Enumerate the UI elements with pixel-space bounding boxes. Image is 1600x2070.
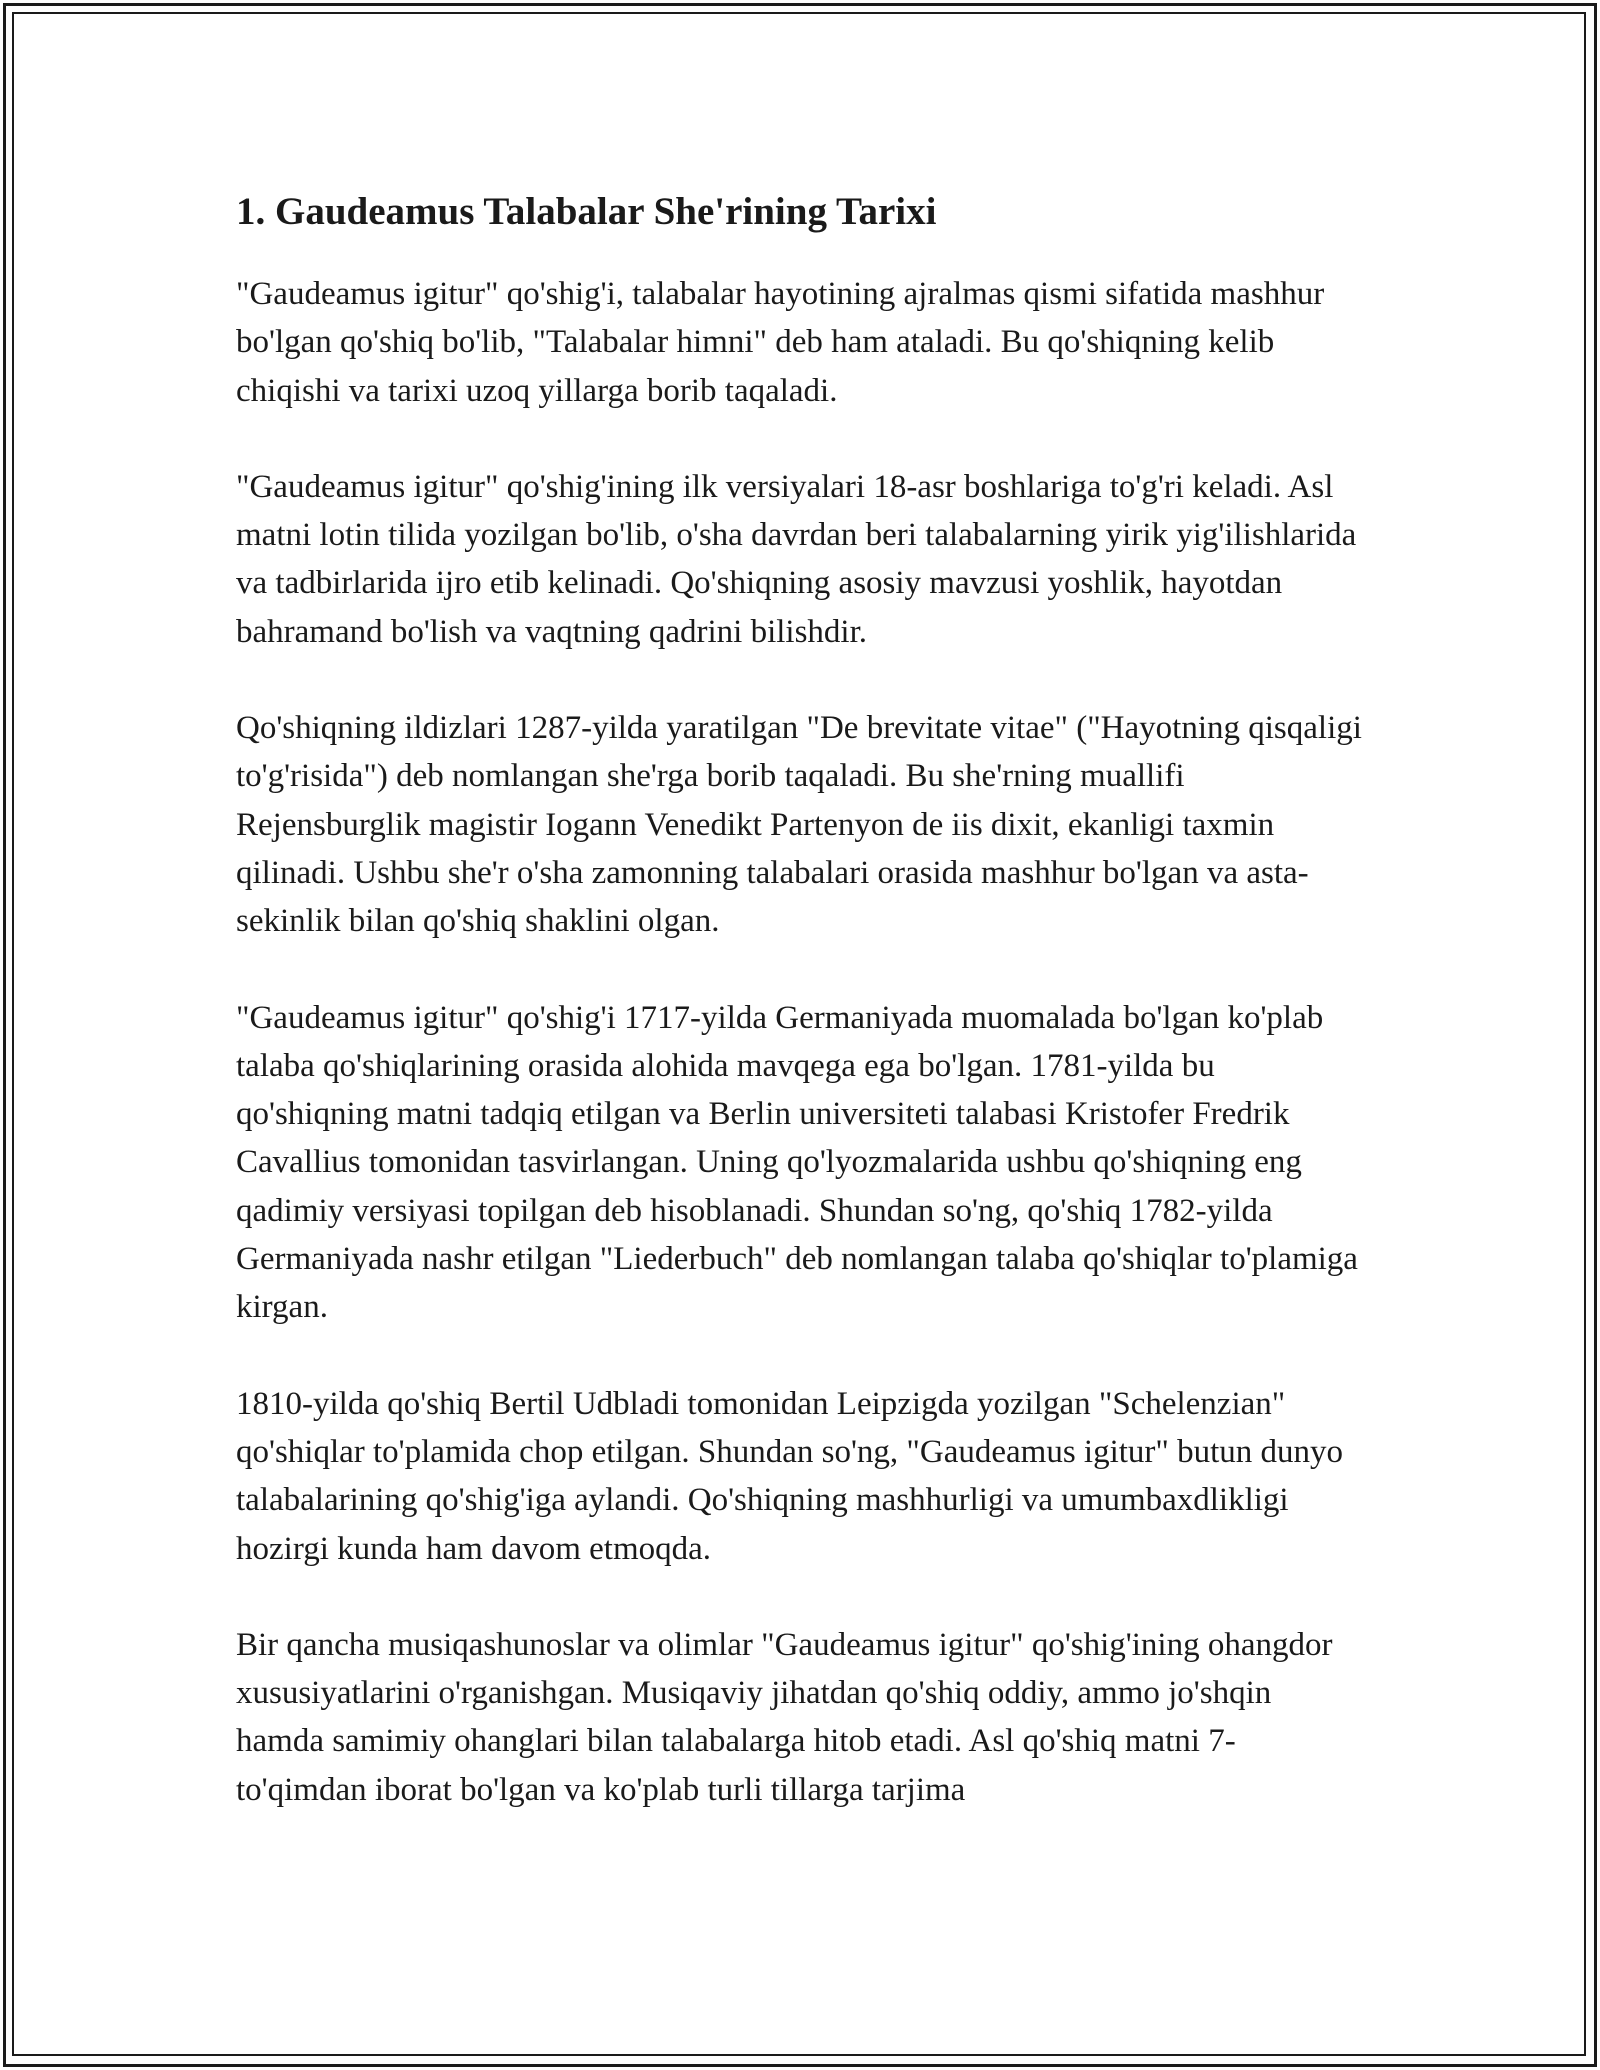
paragraph-germany-history: "Gaudeamus igitur" qo'shig'i 1717-yilda Germaniyada muomalada bo'lgan ko'plab talaba qo'shiqlarining orasida alohida mavqega ega bo'lgan. 1781-yilda bu qo'shiqning matni tadqiq etilgan va Berlin universiteti talabasi Kristofer Fredrik Cavallius tomonidan tasvirlangan. Uning qo'lyozmalarida ushbu qo'shiqning eng qadimiy versiyasi topilgan deb hisoblanadi. Shundan so'ng, qo'shiq 1782-yilda Germaniyada nashr etilgan "Liederbuch" deb nomlangan talaba qo'shiqlar to'plamiga kirgan.: [236, 999, 1358, 1326]
paragraph-intro: "Gaudeamus igitur" qo'shig'i, talabalar hayotining ajralmas qismi sifatida mashhur bo'lgan qo'shiq bo'lib, "Talabalar himni" deb ham ataladi. Bu qo'shiqning kelib chiqishi va tarixi uzoq yillarga borib taqaladi.: [236, 276, 1325, 409]
paragraph-1810-publication: 1810-yilda qo'shiq Bertil Udbladi tomonidan Leipzigda yozilgan "Schelenzian" qo'shiqlar to'plamida chop etilgan. Shundan so'ng, "Gaudeamus igitur" butun dunyo talabalarining qo'shig'iga aylandi. Qo'shiqning mashhurligi va umumbaxdlikligi hozirgi kunda ham davom etmoqda.: [236, 1385, 1344, 1567]
document-body: [236, 188, 1366, 1862]
paragraph-musicology: Bir qancha musiqashunoslar va olimlar "Gaudeamus igitur" qo'shig'ining ohangdor xususiyatlarini o'rganishgan. Musiqaviy jihatdan qo'shiq oddiy, ammo jo'shqin hamda samimiy ohanglari bilan talabalarga hitob etadi. Asl qo'shiq matni 7-to'qimdan iborat bo'lgan va ko'plab turli tillarga tarjima: [236, 1626, 1333, 1808]
section-heading: 1. Gaudeamus Talabalar She'rining Tarixi: [236, 190, 937, 233]
paragraph-origins: Qo'shiqning ildizlari 1287-yilda yaratilgan "De brevitate vitae" ("Hayotning qisqaligi to'g'risida") deb nomlangan she'rga borib taqaladi. Bu she'rning muallifi Rejensburglik magistir Iogann Venedikt Partenyon de iis dixit, ekanligi taxmin qilinadi. Ushbu she'r o'sha zamonning talabalari orasida mashhur bo'lgan va asta-sekinlik bilan qo'shiq shaklini olgan.: [236, 710, 1362, 940]
paragraph-early-versions: "Gaudeamus igitur" qo'shig'ining ilk versiyalari 18-asr boshlariga to'g'ri keladi. Asl matni lotin tilida yozilgan bo'lib, o'sha davrdan beri talabalarning yirik yig'ilishlarida va tadbirlarida ijro etib kelinadi. Qo'shiqning asosiy mavzusi yoshlik, hayotdan bahramand bo'lish va vaqtning qadrini bilishdir.: [236, 468, 1357, 650]
